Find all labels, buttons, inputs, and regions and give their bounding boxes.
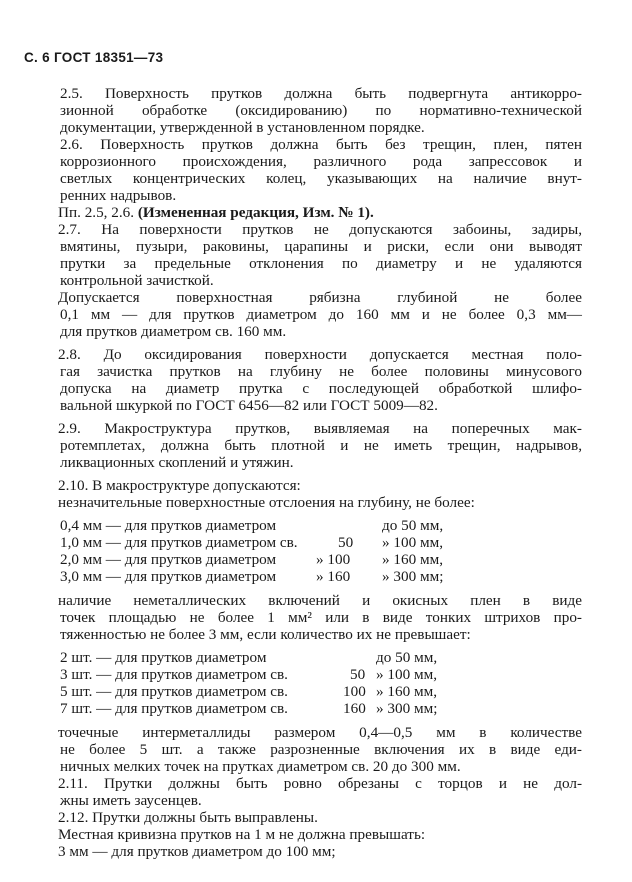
- text-line: не более 5 шт. а также разрозненные включения их в виде еди-: [60, 741, 582, 758]
- text-line: коррозионного происхождения, различного рода запрессовок и: [60, 153, 582, 170]
- amendment-note: [58, 204, 374, 221]
- table-cell: 2 шт. — для прутков диаметром: [60, 649, 267, 666]
- text-line: для прутков диаметром св. 160 мм.: [60, 323, 287, 340]
- text-line: документации, утвержденной в установленном порядке.: [60, 119, 425, 136]
- text-line: жны иметь заусенцев.: [60, 792, 202, 809]
- table-cell: 50: [350, 666, 366, 683]
- page-header: С. 6 ГОСТ 18351—73: [24, 50, 164, 65]
- table-cell: 3,0 мм — для прутков диаметром: [60, 568, 277, 585]
- table-cell: » 160 мм,: [382, 551, 443, 568]
- text-line: 2.9. Макроструктура прутков, выявляемая на поперечных мак-: [58, 420, 582, 437]
- text-line: Местная кривизна прутков на 1 м не должна превышать:: [58, 826, 426, 843]
- text-line: наличие неметаллических включений и окисных плен в виде: [58, 592, 582, 609]
- text-line: 3 мм — для прутков диаметром до 100 мм;: [58, 843, 336, 860]
- amendment-ref: Пп. 2.5, 2.6.: [58, 204, 138, 221]
- text-line: светлых концентрических колец, указывающих на наличие внут-: [60, 170, 582, 187]
- text-line: 2.10. В макроструктуре допускаются:: [58, 477, 301, 494]
- table-row: [60, 683, 580, 700]
- table-row: [60, 700, 580, 717]
- text-line: 2.8. До оксидирования поверхности допускается местная поло-: [58, 346, 582, 363]
- text-line: ничных мелких точек на прутках диаметром св. 20 до 300 мм.: [60, 758, 461, 775]
- text-line: контрольной зачисткой.: [60, 272, 214, 289]
- table-cell: 0,4 мм — для прутков диаметром: [60, 517, 277, 534]
- text-line: ротемплетах, должна быть плотной и не иметь трещин, надрывов,: [60, 437, 582, 454]
- table-cell: » 300 мм;: [376, 700, 438, 717]
- text-line: 0,1 мм — для прутков диаметром до 160 мм и не более 0,3 мм—: [60, 306, 582, 323]
- text-line: 2.11. Прутки должны быть ровно обрезаны с торцов и не дол-: [58, 775, 582, 792]
- text-line: 2.12. Прутки должны быть выправлены.: [58, 809, 318, 826]
- table-cell: » 300 мм;: [382, 568, 444, 585]
- table-cell: 7 шт. — для прутков диаметром св.: [60, 700, 288, 717]
- text-line: вальной шкуркой по ГОСТ 6456—82 или ГОСТ 5009—82.: [60, 397, 438, 414]
- table-cell: 3 шт. — для прутков диаметром св.: [60, 666, 288, 683]
- table-cell: » 160 мм,: [376, 683, 437, 700]
- table-row: [60, 517, 580, 534]
- text-line: гая зачистка прутков на глубину не более половины минусового: [60, 363, 582, 380]
- text-line: ренних надрывов.: [60, 187, 177, 204]
- text-line: прутки за предельные отклонения по диаметру и не удаляются: [60, 255, 582, 272]
- text-line: 2.5. Поверхность прутков должна быть подвергнута антикорро-: [60, 85, 582, 102]
- table-row: [60, 534, 580, 551]
- text-line: незначительные поверхностные отслоения на глубину, не более:: [58, 494, 475, 511]
- text-line: 2.6. Поверхность прутков должна быть без трещин, плен, пятен: [60, 136, 582, 153]
- text-line: Допускается поверхностная рябизна глубиной не более: [58, 289, 582, 306]
- table-cell: до 50 мм,: [376, 649, 438, 666]
- text-line: допуска на диаметр прутка с последующей обработкой шлифо-: [60, 380, 582, 397]
- table-cell: до 50 мм,: [382, 517, 444, 534]
- table-row: [60, 568, 580, 585]
- table-cell: 1,0 мм — для прутков диаметром св.: [60, 534, 298, 551]
- table-row: [60, 649, 580, 666]
- text-line: точек площадью не более 1 мм² или в виде тонких штрихов про-: [60, 609, 582, 626]
- text-line: точечные интерметаллиды размером 0,4—0,5 мм в количестве: [58, 724, 582, 741]
- amendment-label: (Измененная редакция, Изм. № 1).: [137, 204, 374, 221]
- text-line: зионной обработке (оксидированию) по нормативно-технической: [60, 102, 582, 119]
- table-cell: 2,0 мм — для прутков диаметром: [60, 551, 277, 568]
- table-cell: » 160: [316, 568, 351, 585]
- table-cell: 100: [343, 683, 366, 700]
- table-cell: 5 шт. — для прутков диаметром св.: [60, 683, 288, 700]
- text-line: ликвационных скоплений и утяжин.: [60, 454, 294, 471]
- text-line: 2.7. На поверхности прутков не допускаются забоины, задиры,: [58, 221, 582, 238]
- table-cell: » 100 мм,: [376, 666, 437, 683]
- table-cell: » 100 мм,: [382, 534, 443, 551]
- table-cell: 50: [338, 534, 354, 551]
- table-row: [60, 551, 580, 568]
- text-line: вмятины, пузыри, раковины, царапины и риски, если они выводят: [60, 238, 582, 255]
- table-cell: 160: [343, 700, 366, 717]
- table-row: [60, 666, 580, 683]
- table-cell: » 100: [316, 551, 351, 568]
- text-line: тяженностью не более 3 мм, если количество их не превышает:: [60, 626, 471, 643]
